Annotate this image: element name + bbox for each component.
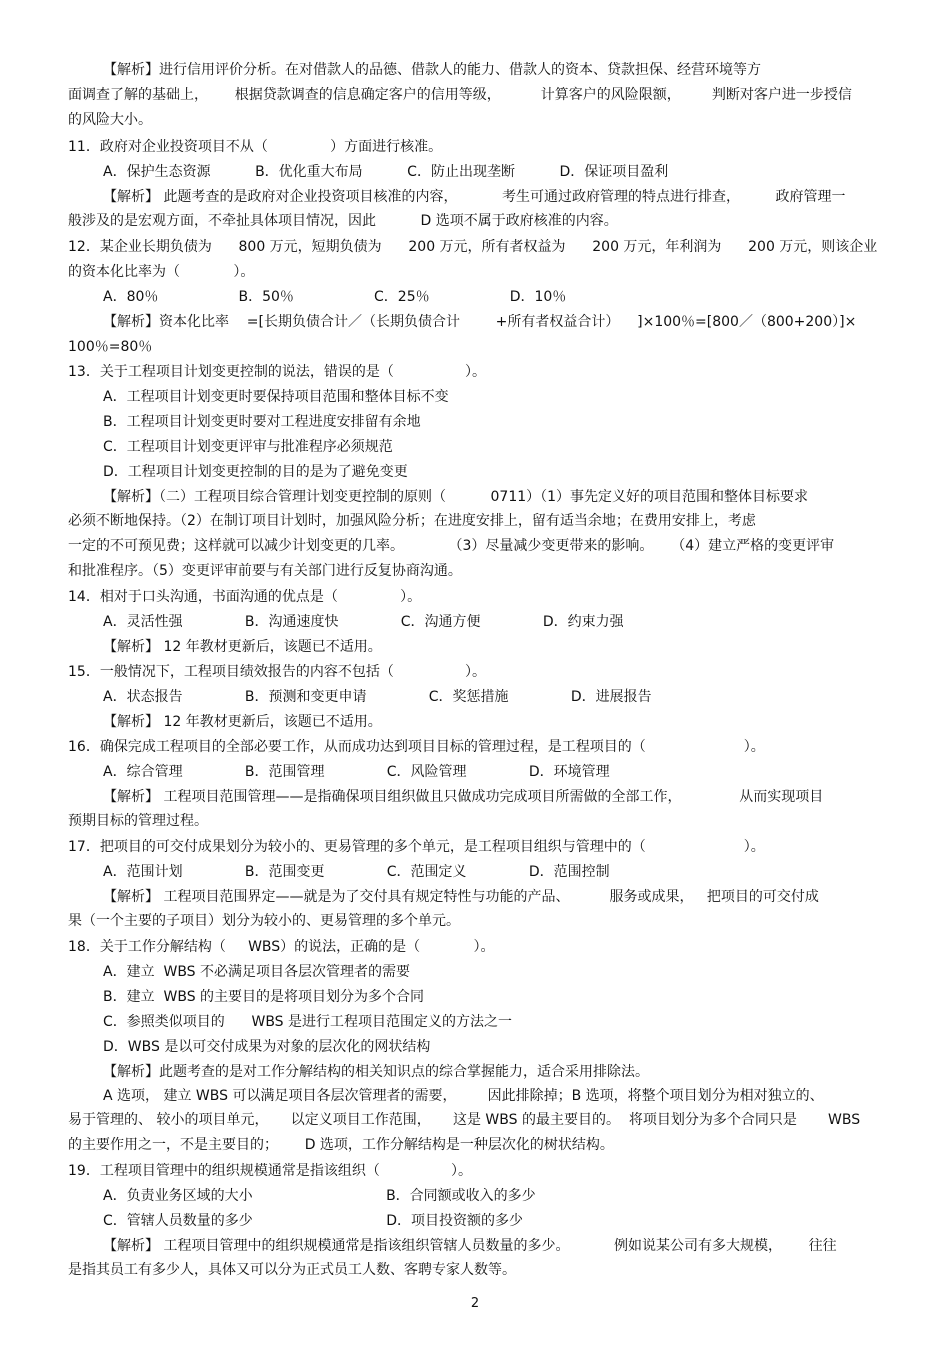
- page-number: 2: [470, 1296, 480, 1311]
- analysis-line: 【解析】 工程项目范围管理——是指确保项目组织做且只做成功完成项目所需做的全部工作， 从而实现项目: [103, 789, 824, 805]
- option-d: D．WBS 是以可交付成果为对象的层次化的网状结构: [103, 1039, 431, 1055]
- text-line: 的主要作用之一，不是主要目的； D 选项，工作分解结构是一种层次化的树状结构。: [68, 1137, 614, 1153]
- options-line: A．80％ B．50％ C．25％ D．10％: [103, 289, 567, 305]
- question-13: 13．关于工程项目计划变更控制的说法，错误的是（ ）。: [68, 364, 487, 380]
- question-15: 15．一般情况下，工程项目绩效报告的内容不包括（ ）。: [68, 664, 487, 680]
- text-line: 必须不断地保持。（2）在制订项目计划时，加强风险分析；在进度安排上，留有适当余地；在费用安排上，考虑: [68, 513, 756, 529]
- options-line: A．综合管理 B．范围管理 C．风险管理 D．环境管理: [103, 764, 610, 780]
- option-c: C．参照类似项目的 WBS 是进行工程项目范围定义的方法之一: [103, 1014, 513, 1030]
- analysis-line: 【解析】此题考查的是对工作分解结构的相关知识点的综合掌握能力，适合采用排除法。: [103, 1064, 649, 1080]
- options-line: A．范围计划 B．范围变更 C．范围定义 D．范围控制: [103, 864, 610, 880]
- analysis-line: 【解析】（二）工程项目综合管理计划变更控制的原则（ 0711）（1）事先定义好的项目范围和整体目标要求: [103, 489, 809, 505]
- options-line: C．管辖人员数量的多少 D．项目投资额的多少: [103, 1213, 524, 1229]
- text-line: 般涉及的是宏观方面，不牵扯具体项目情况，因此 D 选项不属于政府核准的内容。: [68, 213, 618, 229]
- question-18: 18．关于工作分解结构（ WBS）的说法，正确的是（ ）。: [68, 939, 495, 955]
- option-d: D．工程项目计划变更控制的目的是为了避免变更: [103, 464, 408, 480]
- analysis-line: 【解析】 工程项目管理中的组织规模通常是指该组织管辖人员数量的多少。 例如说某公司有多大规模， 往往: [103, 1238, 837, 1254]
- text-line: 预期目标的管理过程。: [68, 813, 208, 829]
- option-a: A．工程项目计划变更时要保持项目范围和整体目标不变: [103, 389, 449, 405]
- question-19: 19．工程项目管理中的组织规模通常是指该组织（ ）。: [68, 1163, 473, 1179]
- text-line: 面调查了解的基础上， 根据贷款调查的信息确定客户的信用等级， 计算客户的风险限额， 判断对客户进一步授信: [68, 87, 852, 103]
- text-line: 是指其员工有多少人，具体又可以分为正式员工人数、客聘专家人数等。: [68, 1262, 516, 1278]
- analysis-line: 【解析】资本化比率 =[长期负债合计／（长期负债合计 +所有者权益合计） ]×100％=[800／（800+200）]×: [103, 314, 857, 330]
- question-16: 16．确保完成工程项目的全部必要工作，从而成功达到项目目标的管理过程，是工程项目的（ ）。: [68, 739, 765, 755]
- text-line: A 选项， 建立 WBS 可以满足项目各层次管理者的需要， 因此排除掉；B 选项，将整个项目划分为相对独立的、: [103, 1088, 824, 1104]
- options-line: A．状态报告 B．预测和变更申请 C．奖惩措施 D．进展报告: [103, 689, 652, 705]
- question-17: 17．把项目的可交付成果划分为较小的、更易管理的多个单元，是工程项目组织与管理中的（ ）。: [68, 839, 765, 855]
- question-14: 14．相对于口头沟通，书面沟通的优点是（ ）。: [68, 589, 422, 605]
- analysis-line: 【解析】 工程项目范围界定——就是为了交付具有规定特性与功能的产品、 服务或成果， 把项目的可交付成: [103, 889, 819, 905]
- analysis-line: 【解析】 12 年教材更新后，该题已不适用。: [103, 639, 382, 655]
- analysis-line: 【解析】 此题考查的是政府对企业投资项目核准的内容， 考生可通过政府管理的特点进行排查， 政府管理一: [103, 189, 846, 205]
- options-line: A．灵活性强 B．沟通速度快 C．沟通方便 D．约束力强: [103, 614, 624, 630]
- option-a: A．建立 WBS 不必满足项目各层次管理者的需要: [103, 964, 411, 980]
- text-line: 和批准程序。（5）变更评审前要与有关部门进行反复协商沟通。: [68, 563, 462, 579]
- text-line: 果（一个主要的子项目）划分为较小的、更易管理的多个单元。: [68, 913, 460, 929]
- text-line: 的资本化比率为（ ）。: [68, 264, 255, 280]
- options-line: A．负责业务区域的大小 B．合同额或收入的多少: [103, 1188, 536, 1204]
- option-c: C．工程项目计划变更评审与批准程序必须规范: [103, 439, 393, 455]
- text-line: 易于管理的、 较小的项目单元， 以定义项目工作范围， 这是 WBS 的最主要目的。 将项目划分为多个合同只是 WBS: [68, 1112, 861, 1128]
- options-line: A．保护生态资源 B．优化重大布局 C．防止出现垄断 D．保证项目盈利: [103, 164, 669, 180]
- question-12: 12．某企业长期负债为 800 万元，短期负债为 200 万元，所有者权益为 200 万元，年利润为 200 万元，则该企业: [68, 239, 878, 255]
- text-line: 的风险大小。: [68, 112, 152, 128]
- option-b: B．建立 WBS 的主要目的是将项目划分为多个合同: [103, 989, 425, 1005]
- question-11: 11．政府对企业投资项目不从（ ）方面进行核准。: [68, 139, 443, 155]
- text-line: 100％=80％: [68, 339, 153, 355]
- text-line: 一定的不可预见费；这样就可以减少计划变更的几率。 （3）尽量减少变更带来的影响。 （4）建立严格的变更评审: [68, 538, 835, 554]
- analysis-line: 【解析】进行信用评价分析。在对借款人的品德、借款人的能力、借款人的资本、贷款担保、经营环境等方: [103, 62, 761, 78]
- analysis-line: 【解析】 12 年教材更新后，该题已不适用。: [103, 714, 382, 730]
- option-b: B．工程项目计划变更时要对工程进度安排留有余地: [103, 414, 421, 430]
